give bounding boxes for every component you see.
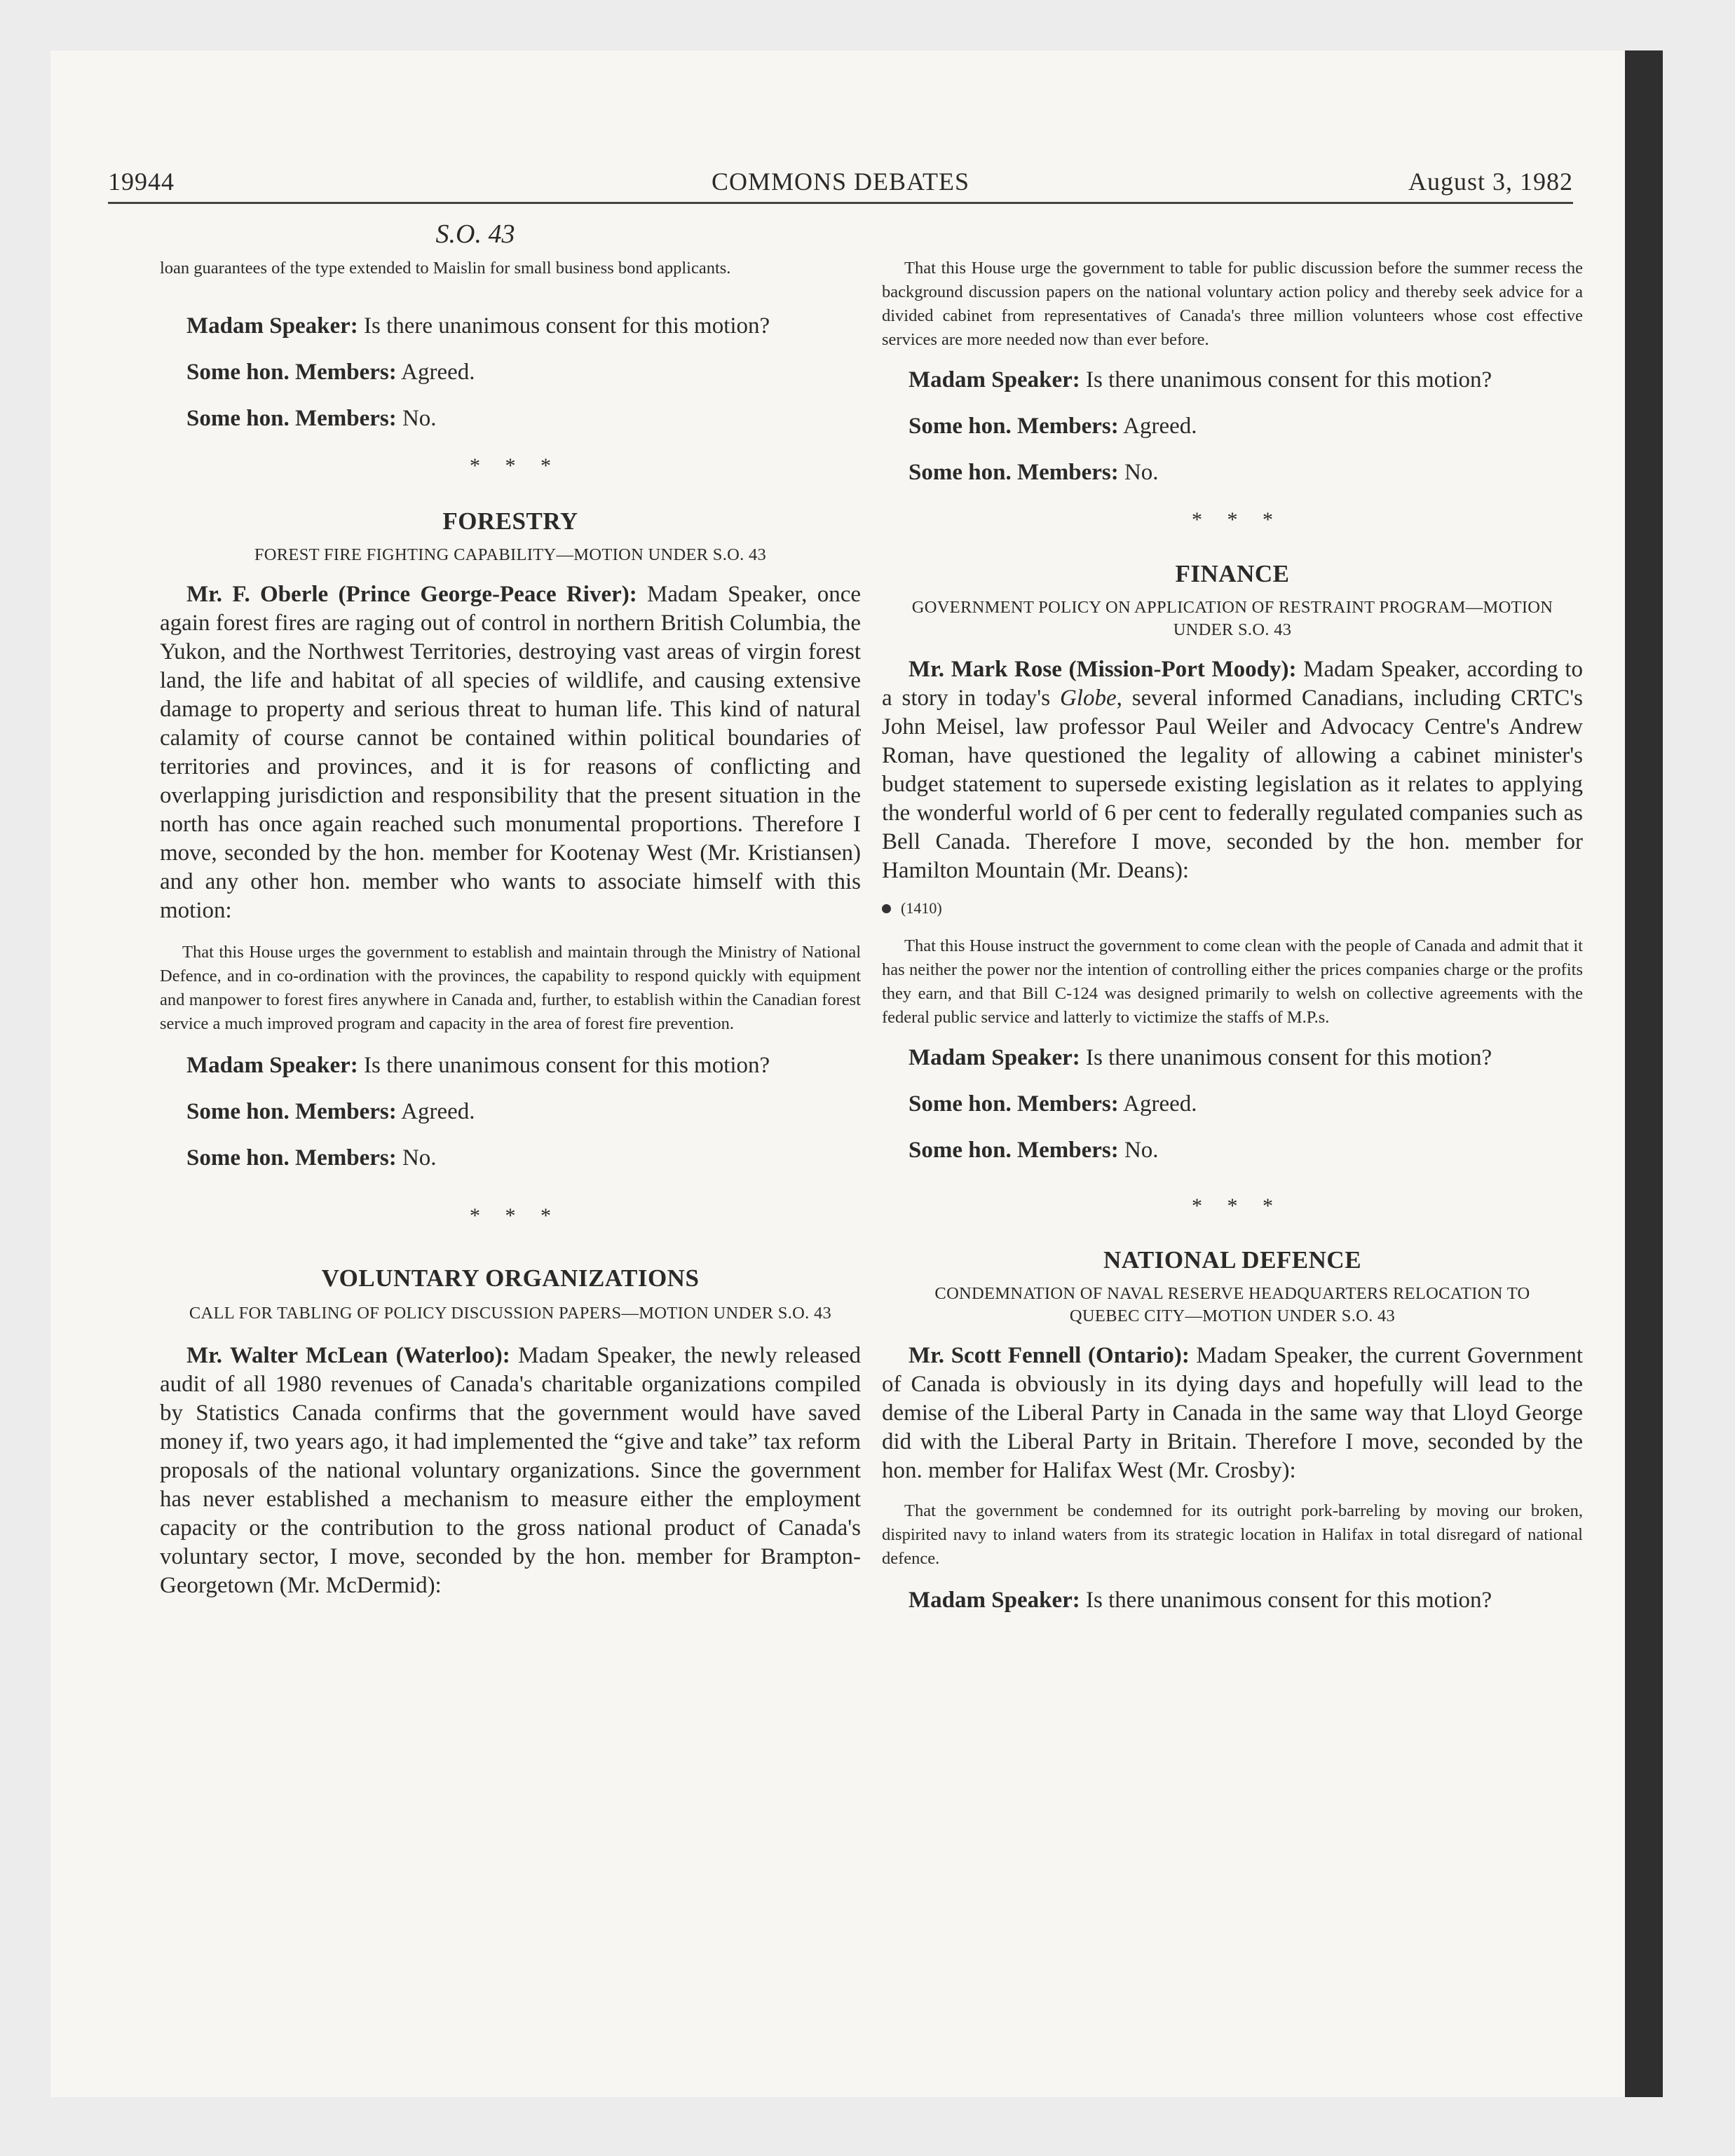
speaker-name: Some hon. Members: bbox=[909, 1091, 1119, 1117]
section-separator: * * * bbox=[470, 1204, 551, 1227]
reply-text: Is there unanimous consent for this motion? bbox=[1085, 1045, 1492, 1070]
motion-text: loan guarantees of the type extended to Maislin for small business bond applicants. bbox=[160, 259, 731, 278]
speech-paragraph bbox=[160, 1342, 861, 1600]
reply-text: Agreed. bbox=[1123, 414, 1197, 439]
speaker-name: Madam Speaker: bbox=[909, 367, 1080, 393]
speaker-reply bbox=[160, 404, 861, 433]
reply-text: Is there unanimous consent for this motion? bbox=[1085, 367, 1492, 393]
section-heading: FORESTRY bbox=[442, 507, 578, 535]
speech-text: Madam Speaker, once again forest fires are raging out of control in northern British Columbia, the Yukon, and the Northwest Territories, destroying vast areas of virgin forest land, the life and habitat of all species of wildlife, and causing extensive damage to property and serious threat to human life. This kind of natural calamity of course cannot be contained within political boundaries of territories and provinces, and it is for reasons of conflicting and overlapping jurisdiction and responsibility that the present situation in the north has once again reached such monumental proportions. Therefore I move, seconded by the hon. member for Kootenay West (Mr. Kristiansen) and any other hon. member who wants to associate himself with this motion: bbox=[160, 582, 862, 923]
right-column bbox=[882, 257, 1583, 1615]
time-marker bbox=[882, 899, 1583, 917]
motion-text: That the government be condemned for its outright pork-barreling by moving our broken, dispirited navy to inland waters from its strategic location in Halifax in total disregard of national defence. bbox=[882, 1501, 1583, 1568]
section-separator: * * * bbox=[470, 454, 551, 477]
speaker-reply bbox=[160, 358, 861, 387]
speaker-reply bbox=[882, 1044, 1583, 1072]
speaker-reply bbox=[882, 412, 1583, 441]
motion-text: That this House urges the government to establish and maintain through the Ministry of National Defence, and in co-ordination with the provinces, the capability to respond quickly with equipment and manpower to forest fires anywhere in Canada and, further, to establish within the Canadian forest service a much improved program and capacity in the area of forest fire prevention. bbox=[160, 943, 861, 1033]
section-subheading: CALL FOR TABLING OF POLICY DISCUSSION PAPERS—MOTION UNDER S.O. 43 bbox=[189, 1304, 832, 1323]
speaker-name: Some hon. Members: bbox=[186, 360, 397, 385]
speaker-name: Mr. F. Oberle (Prince George-Peace River): bbox=[186, 582, 637, 607]
speaker-name: Some hon. Members: bbox=[186, 1145, 397, 1171]
speaker-reply bbox=[882, 458, 1583, 487]
reply-text: Is there unanimous consent for this motion? bbox=[1085, 1588, 1492, 1613]
speaker-reply bbox=[160, 1144, 861, 1173]
speaker-name: Some hon. Members: bbox=[186, 406, 397, 431]
speaker-name: Some hon. Members: bbox=[186, 1099, 397, 1124]
section-separator: * * * bbox=[1192, 1194, 1273, 1217]
page-date: August 3, 1982 bbox=[1408, 168, 1573, 196]
speech-text: Madam Speaker, the current Government of Canada is obviously in its dying days and hopefully will lead to the demise of the Liberal Party in Canada in the same way that Lloyd George did with the Liberal Party in Britain. Therefore I move, seconded by the hon. member for Halifax West (Mr. Crosby): bbox=[882, 1343, 1583, 1483]
speaker-name: Madam Speaker: bbox=[186, 313, 358, 339]
bullet-dot-icon bbox=[882, 904, 891, 913]
reply-text: Is there unanimous consent for this motion? bbox=[363, 313, 770, 339]
section-heading: VOLUNTARY ORGANIZATIONS bbox=[321, 1264, 700, 1292]
speaker-name: Mr. Scott Fennell (Ontario): bbox=[909, 1343, 1190, 1368]
speaker-reply bbox=[882, 1586, 1583, 1615]
speaker-name: Some hon. Members: bbox=[909, 460, 1119, 485]
speech-paragraph bbox=[882, 1342, 1583, 1485]
speech-text: , several informed Canadians, including CRTC's John Meisel, law professor Paul Weiler and Advocacy Centre's Andrew Roman, have questioned the legality of allowing a cabinet minister's budget statement to supersede existing legislation as it relates to applying the wonderful world of 6 per cent to federally regulated companies such as Bell Canada. Therefore I move, seconded by the hon. member for Hamilton Mountain (Mr. Deans): bbox=[882, 685, 1584, 883]
section-heading: NATIONAL DEFENCE bbox=[1103, 1246, 1362, 1274]
speaker-name: Mr. Mark Rose (Mission-Port Moody): bbox=[909, 657, 1297, 682]
speaker-reply bbox=[160, 312, 861, 341]
speaker-reply bbox=[882, 1136, 1583, 1165]
speaker-reply bbox=[882, 1090, 1583, 1119]
speaker-reply bbox=[882, 366, 1583, 395]
speaker-name: Madam Speaker: bbox=[909, 1588, 1080, 1613]
reply-text: No. bbox=[402, 1145, 437, 1171]
motion-text: That this House urge the government to table for public discussion before the summer recess the background discussion papers on the national voluntary action policy and thereby seek advice for a divided cabinet from representatives of Canada's three million volunteers whose cost effective services are more needed now than ever before. bbox=[882, 259, 1583, 349]
publication-title: COMMONS DEBATES bbox=[711, 168, 970, 196]
reply-text: Agreed. bbox=[1123, 1091, 1197, 1117]
speech-text: Madam Speaker, the newly released audit of all 1980 revenues of Canada's charitable organizations compiled by Statistics Canada confirms that the government would have saved money if, two years ago, it had implemented the “give and take” tax reform proposals of the national voluntary organizations. Since the government has never established a mechanism to measure either the employment capacity or the contribution to the gross national product of Canada's voluntary sector, I move, seconded by the hon. member for Brampton-Georgetown (Mr. McDermid): bbox=[160, 1343, 862, 1598]
time-marker-text: (1410) bbox=[901, 899, 942, 917]
reply-text: No. bbox=[402, 406, 437, 431]
speaker-name: Madam Speaker: bbox=[186, 1053, 358, 1078]
reply-text: No. bbox=[1124, 1138, 1159, 1163]
motion-text: That this House instruct the government to come clean with the people of Canada and admit that it has neither the power nor the intention of controlling either the prices companies charge or the profits they earn, and that Bill C-124 was designed primarily to welsh on collective agreements with the federal public service and latterly to victimize the staffs of M.P.s. bbox=[882, 936, 1583, 1027]
reply-text: Agreed. bbox=[401, 360, 475, 385]
speaker-name: Some hon. Members: bbox=[909, 1138, 1119, 1163]
section-subheading: FOREST FIRE FIGHTING CAPABILITY—MOTION UNDER S.O. 43 bbox=[254, 545, 767, 564]
speaker-name: Mr. Walter McLean (Waterloo): bbox=[186, 1343, 510, 1368]
section-heading: FINANCE bbox=[1175, 560, 1290, 587]
speech-paragraph bbox=[882, 655, 1583, 885]
speech-paragraph bbox=[160, 580, 861, 925]
reply-text: Agreed. bbox=[401, 1099, 475, 1124]
reply-text: Is there unanimous consent for this motion? bbox=[363, 1053, 770, 1078]
standing-order-label: S.O. 43 bbox=[435, 219, 515, 249]
speaker-reply bbox=[160, 1098, 861, 1126]
speech-text: Madam Speaker, according to a story in today's bbox=[882, 657, 1583, 711]
section-separator: * * * bbox=[1192, 508, 1273, 531]
reply-text: No. bbox=[1124, 460, 1159, 485]
speaker-reply bbox=[160, 1051, 861, 1080]
section-subheading: GOVERNMENT POLICY ON APPLICATION OF RESTRAINT PROGRAM—MOTION UNDER S.O. 43 bbox=[911, 598, 1553, 639]
section-subheading: CONDEMNATION OF NAVAL RESERVE HEADQUARTERS RELOCATION TO QUEBEC CITY—MOTION UNDER S.O. 43 bbox=[934, 1284, 1530, 1325]
scan-edge-bar bbox=[1625, 50, 1663, 2097]
speaker-name: Madam Speaker: bbox=[909, 1045, 1080, 1070]
page-header bbox=[108, 167, 1573, 204]
left-column bbox=[160, 257, 861, 1600]
speaker-name: Some hon. Members: bbox=[909, 414, 1119, 439]
newspaper-name: Globe bbox=[1059, 685, 1117, 711]
page-number: 19944 bbox=[108, 168, 175, 196]
